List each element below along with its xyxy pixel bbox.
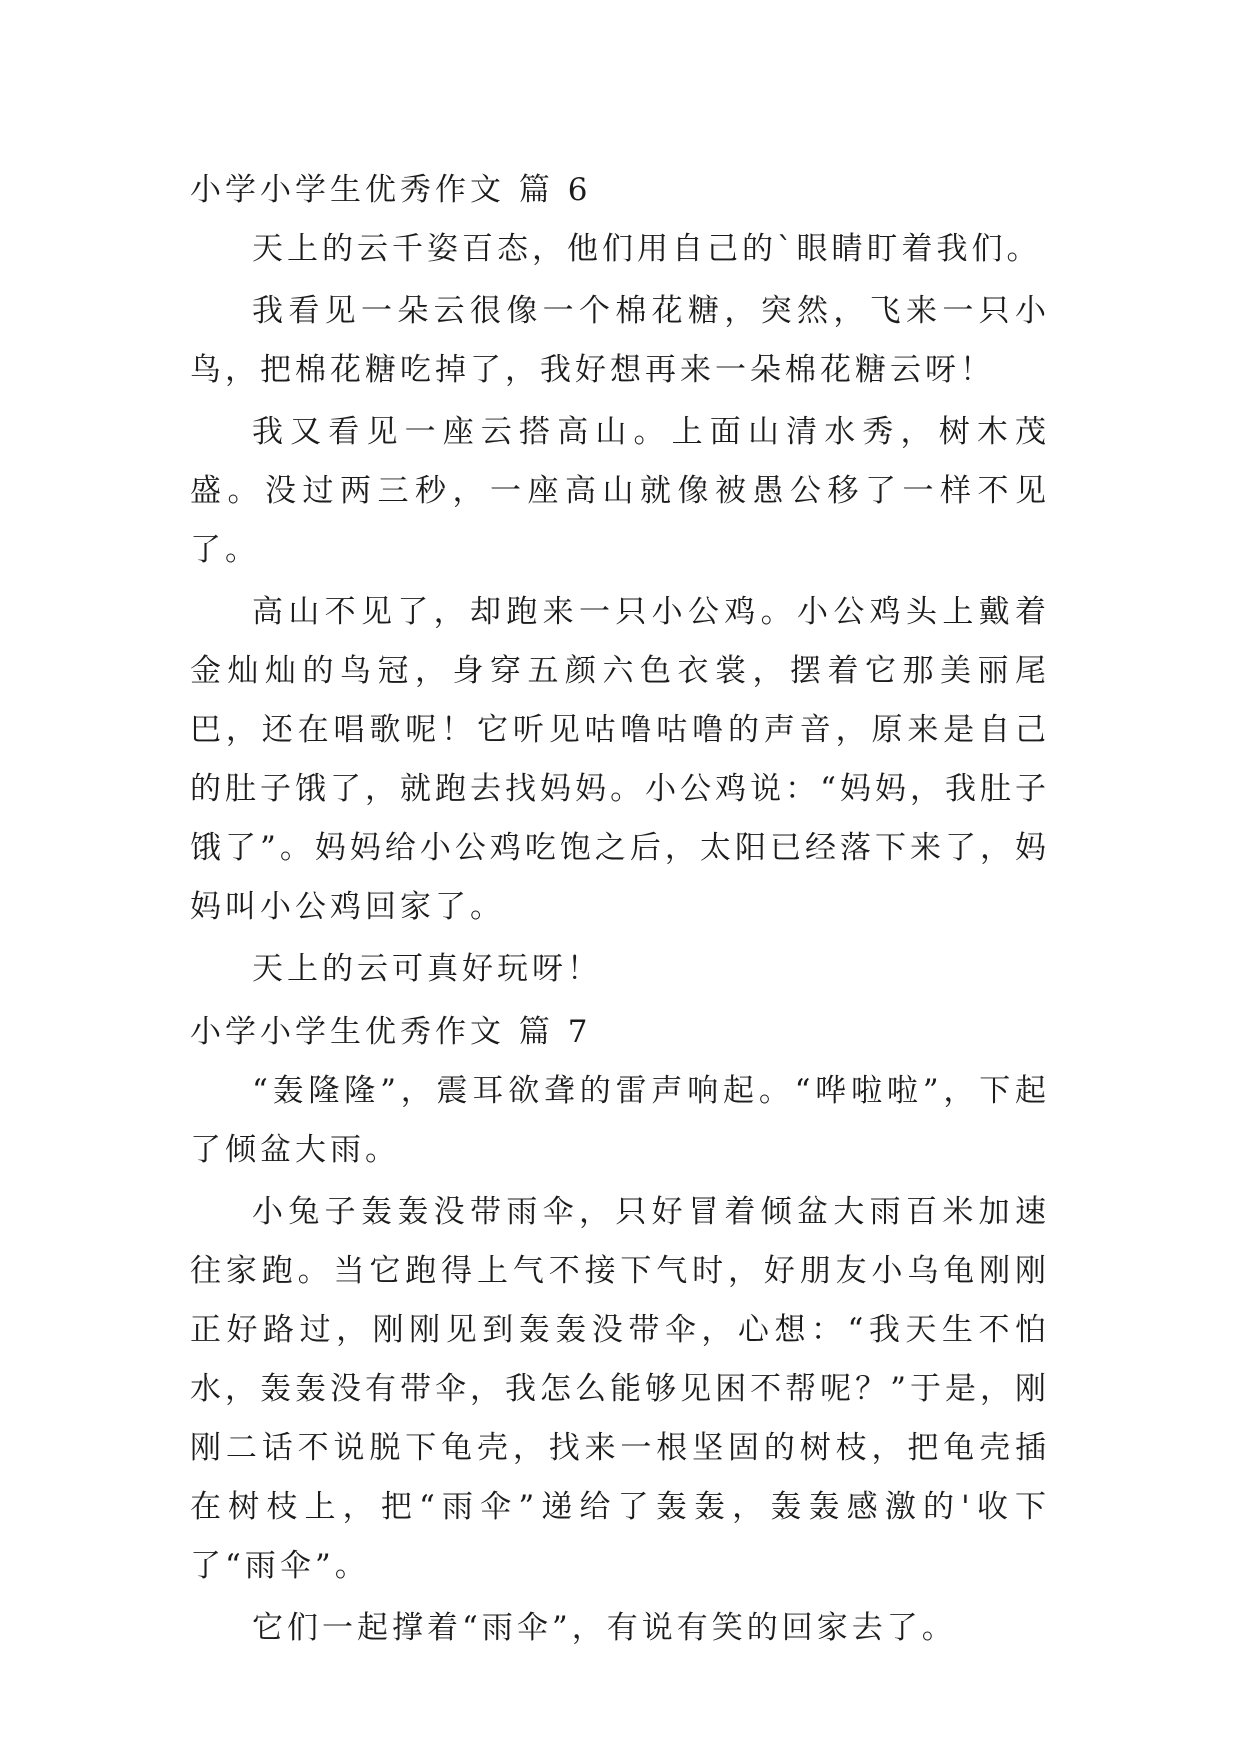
paragraph: 小兔子轰轰没带雨伞，只好冒着倾盆大雨百米加速往家跑。当它跑得上气不接下气时，好朋友小乌龟刚刚正好路过，刚刚见到轰轰没带伞，心想：“我天生不怕水，轰轰没有带伞，我怎么能够见困不帮呢？”于是，刚刚二话不说脱下龟壳，找来一根坚固的树枝，把龟壳插在树枝上，把“雨伞”递给了轰轰，轰轰感激的'收下了“雨伞”。	[190, 1194, 1050, 1584]
paragraph: 高山不见了，却跑来一只小公鸡。小公鸡头上戴着金灿灿的鸟冠，身穿五颜六色衣裳，摆着它那美丽尾巴，还在唱歌呢！它听见咕噜咕噜的声音，原来是自己的肚子饿了，就跑去找妈妈。小公鸡说：“妈妈，我肚子饿了”。妈妈给小公鸡吃饱之后，太阳已经落下来了，妈妈叫小公鸡回家了。	[190, 594, 1050, 925]
paragraph: 它们一起撑着“雨伞”，有说有笑的回家去了。	[252, 1610, 957, 1646]
essay-section-6	[190, 160, 1050, 999]
section-title: 小学小学生优秀作文 篇 6	[190, 172, 592, 208]
essay-section-7	[190, 1002, 1050, 1658]
section-title: 小学小学生优秀作文 篇 7	[190, 1014, 592, 1050]
paragraph: 天上的云千姿百态，他们用自己的`眼睛盯着我们。	[252, 231, 1042, 267]
paragraph: 天上的云可真好玩呀！	[252, 951, 602, 987]
paragraph: 我又看见一座云搭高山。上面山清水秀，树木茂盛。没过两三秒，一座高山就像被愚公移了一样不见了。	[190, 414, 1050, 568]
paragraph: “轰隆隆”，震耳欲聋的雷声响起。“哗啦啦”，下起了倾盆大雨。	[190, 1073, 1050, 1168]
paragraph: 我看见一朵云很像一个棉花糖，突然，飞来一只小鸟，把棉花糖吃掉了，我好想再来一朵棉花糖云呀！	[190, 293, 1050, 388]
document-body	[190, 160, 1050, 1661]
